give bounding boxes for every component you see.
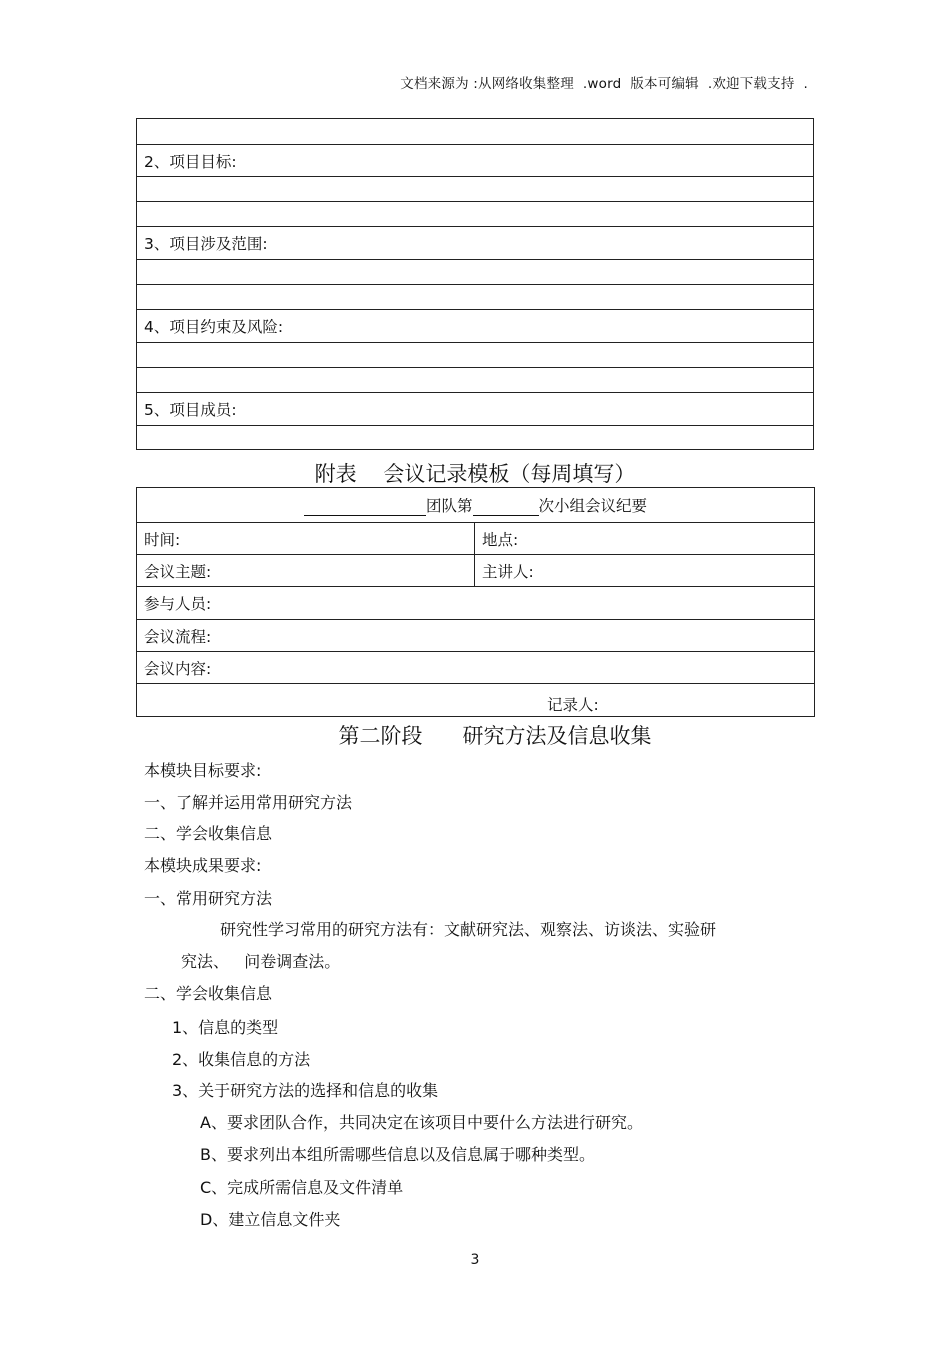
body-line: C、完成所需信息及文件清单	[200, 1178, 404, 1197]
body-line: 究法、 问卷调查法。	[181, 952, 341, 971]
body-line: 二、学会收集信息	[144, 824, 273, 843]
page-number: 3	[470, 1252, 480, 1268]
heading-minutes-label: 次小组会议纪要	[538, 497, 648, 515]
table-row-scope: 3、项目涉及范围:	[137, 227, 814, 260]
body-line: 本模块成果要求:	[144, 856, 262, 875]
appendix-title: 附表 会议记录模板（每周填写）	[314, 462, 636, 486]
body-line: B、要求列出本组所需哪些信息以及信息属于哪种类型。	[200, 1145, 595, 1164]
project-info-table	[136, 118, 814, 450]
team-name-blank	[304, 497, 426, 516]
body-line: 研究性学习常用的研究方法有：文献研究法、观察法、访谈法、实验研	[220, 920, 717, 939]
topic-cell: 会议主题:	[137, 555, 475, 587]
content-cell: 会议内容:	[137, 652, 815, 684]
place-cell: 地点:	[475, 523, 815, 555]
body-line: 1、信息的类型	[172, 1018, 279, 1037]
recorder-cell: 记录人:	[137, 684, 815, 717]
table-row	[137, 177, 814, 202]
body-line: A、要求团队合作，共同决定在该项目中要什么方法进行研究。	[200, 1113, 643, 1132]
speaker-cell: 主讲人:	[475, 555, 815, 587]
stage-title: 第二阶段 研究方法及信息收集	[338, 724, 652, 748]
table-row	[137, 426, 814, 450]
heading-team-label: 团队第	[425, 497, 473, 515]
table-row	[137, 343, 814, 368]
time-cell: 时间:	[137, 523, 475, 555]
body-line: D、建立信息文件夹	[200, 1210, 341, 1229]
participants-cell: 参与人员:	[137, 587, 815, 620]
body-line: 一、了解并运用常用研究方法	[144, 793, 353, 812]
table-row-constraints: 4、项目约束及风险:	[137, 310, 814, 343]
header-note: 文档来源为 :从网络收集整理 .word 版本可编辑 .欢迎下载支持 .	[400, 76, 808, 92]
table-row	[137, 119, 814, 145]
table-row-members: 5、项目成员:	[137, 393, 814, 426]
body-line: 一、常用研究方法	[144, 889, 273, 908]
table-row-goal: 2、项目目标:	[137, 145, 814, 177]
body-line: 3、关于研究方法的选择和信息的收集	[172, 1081, 439, 1100]
table-row	[137, 368, 814, 393]
body-line: 本模块目标要求:	[144, 761, 262, 780]
table-row	[137, 202, 814, 227]
meeting-number-blank	[473, 497, 539, 516]
table-row	[137, 260, 814, 285]
body-line: 2、收集信息的方法	[172, 1050, 311, 1069]
meeting-table-heading	[137, 488, 815, 523]
process-cell: 会议流程:	[137, 620, 815, 652]
table-row	[137, 285, 814, 310]
body-line: 二、学会收集信息	[144, 984, 273, 1003]
meeting-record-table	[136, 487, 815, 717]
